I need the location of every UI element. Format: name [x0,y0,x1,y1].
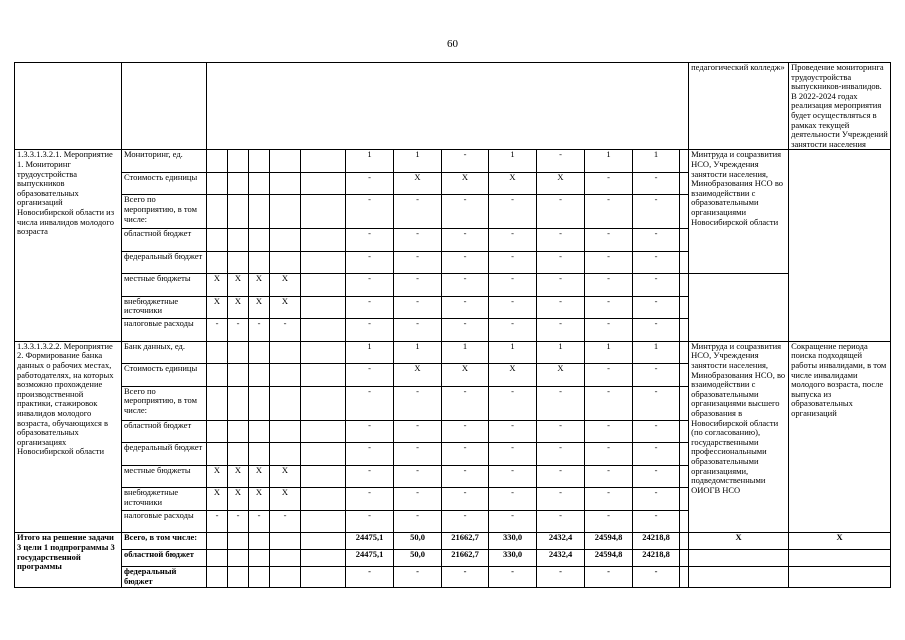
code-cell [270,386,301,420]
code-cell [301,567,346,587]
spacer-cell [680,296,689,319]
indicator-label: внебюджетные источники [122,296,207,319]
value-cell: - [585,319,633,342]
value-cell: - [633,386,680,420]
value-cell: - [442,150,489,173]
code-cell [270,251,301,274]
indicator-label: областной бюджет [122,229,207,252]
value-cell: - [537,229,585,252]
total-value: - [394,567,442,587]
spacer-cell [680,510,689,533]
indicator-label: Всего по мероприятию, в том числе: [122,386,207,420]
value-cell: - [394,319,442,342]
code-cell [207,195,228,229]
code-cell [301,488,346,511]
total-value: - [537,567,585,587]
code-cell [249,386,270,420]
spacer-cell [680,319,689,342]
page-number: 60 [447,38,458,50]
total-value: 24218,8 [633,533,680,550]
executor-cell [689,274,789,342]
value-cell: - [489,386,537,420]
value-cell: 1 [442,341,489,364]
code-cell [249,341,270,364]
code-cell [249,443,270,466]
value-cell: 1 [394,341,442,364]
indicator-label: областной бюджет [122,420,207,443]
code-cell [301,296,346,319]
executor-cell: Минтруда и соцразвития НСО, Учреждения занятости населения, Минобразования НСО, во взаимодействии с образовательными организациями высшего образования в Новосибирской области (по согласованию), государственными профессиональными образовательными организациями, подведомственными ОИОГВ НСО [689,341,789,533]
code-cell [270,172,301,195]
spacer-cell [680,341,689,364]
value-cell: - [633,443,680,466]
code-cell [301,195,346,229]
code-cell [270,364,301,387]
value-cell: - [537,319,585,342]
value-cell: - [633,229,680,252]
code-cell [270,533,301,550]
header-result: Проведение мониторинга трудоустройства выпускников-инвалидов. В 2022-2024 годах реализация мероприятия будет осуществляться в рамках текущей деятельности Учреждений занятости населения [789,63,891,150]
code-cell [207,150,228,173]
code-cell [207,229,228,252]
value-cell: 1 [489,341,537,364]
code-cell: X [270,274,301,297]
code-cell [301,319,346,342]
value-cell: - [489,274,537,297]
code-cell [207,341,228,364]
code-cell [249,420,270,443]
total-value: 50,0 [394,533,442,550]
value-cell: - [585,364,633,387]
value-cell: - [489,443,537,466]
indicator-label: налоговые расходы [122,510,207,533]
value-cell: - [346,510,394,533]
value-cell: X [537,172,585,195]
value-cell: - [394,251,442,274]
value-cell: 1 [394,150,442,173]
value-cell: - [442,465,489,488]
code-cell: X [270,465,301,488]
code-cell: X [228,296,249,319]
indicator-label: Стоимость единицы [122,172,207,195]
total-row [15,550,891,567]
header-row [15,63,891,150]
total-label: Всего, в том числе: [122,533,207,550]
code-cell [249,150,270,173]
value-cell: - [394,296,442,319]
value-cell: - [346,274,394,297]
value-cell: - [633,465,680,488]
total-value: 21662,7 [442,550,489,567]
cell [122,63,207,150]
value-cell: - [346,443,394,466]
code-cell [228,341,249,364]
value-cell: - [346,319,394,342]
value-cell: - [537,420,585,443]
value-cell: - [585,386,633,420]
value-cell: - [394,274,442,297]
code-cell [228,567,249,587]
total-value: 21662,7 [442,533,489,550]
code-cell: - [207,510,228,533]
value-cell: - [585,195,633,229]
code-cell [301,533,346,550]
code-cell [301,364,346,387]
value-cell: - [394,443,442,466]
value-cell: - [633,172,680,195]
value-cell: - [346,364,394,387]
code-cell [207,420,228,443]
value-cell: - [346,229,394,252]
value-cell: 1 [633,150,680,173]
total-value: 330,0 [489,533,537,550]
total-label: областной бюджет [122,550,207,567]
total-value: 24594,8 [585,533,633,550]
spacer-cell [680,195,689,229]
value-cell: - [537,150,585,173]
code-cell: - [228,510,249,533]
code-cell [270,550,301,567]
indicator-label: Банк данных, ед. [122,341,207,364]
code-cell [270,420,301,443]
total-value: - [585,567,633,587]
spacer-cell [680,443,689,466]
total-value: 2432,4 [537,550,585,567]
code-cell [228,172,249,195]
value-cell: - [633,488,680,511]
code-cell: X [270,488,301,511]
spacer-cell [680,172,689,195]
code-cell [301,150,346,173]
value-cell: - [537,465,585,488]
value-cell: - [489,296,537,319]
code-cell: X [249,488,270,511]
total-label: федеральный бюджет [122,567,207,587]
value-cell: - [489,229,537,252]
total-value: 2432,4 [537,533,585,550]
code-cell [270,195,301,229]
executor-cell: Минтруда и соцразвития НСО, Учреждения занятости населения, Минобразования НСО во взаимодействии с образовательными организациями Новосибирской области [689,150,789,274]
indicator-label: Мониторинг, ед. [122,150,207,173]
value-cell: 1 [585,341,633,364]
indicator-label: местные бюджеты [122,274,207,297]
code-cell: - [207,319,228,342]
code-cell: X [249,274,270,297]
code-cell [249,567,270,587]
value-cell: - [346,386,394,420]
total-value: 24475,1 [346,533,394,550]
value-cell: - [633,195,680,229]
cell [15,63,122,150]
total-value: 24475,1 [346,550,394,567]
code-cell [301,172,346,195]
code-cell [228,150,249,173]
value-cell: - [442,319,489,342]
indicator-label: федеральный бюджет [122,443,207,466]
spacer-cell [680,488,689,511]
code-cell [249,550,270,567]
code-cell [228,420,249,443]
value-cell: X [489,172,537,195]
total-value: 330,0 [489,550,537,567]
spacer-cell [680,465,689,488]
value-cell: - [346,172,394,195]
code-cell: X [207,274,228,297]
code-cell [301,386,346,420]
value-cell: - [346,488,394,511]
value-cell: - [585,488,633,511]
code-cell [249,364,270,387]
value-cell: - [442,229,489,252]
code-cell [301,251,346,274]
value-cell: - [442,274,489,297]
value-cell: - [537,443,585,466]
result-cell [789,150,891,342]
indicator-label: налоговые расходы [122,319,207,342]
code-cell: - [270,319,301,342]
value-cell: - [394,420,442,443]
code-cell [270,229,301,252]
result-cell: Сокращение периода поиска подходящей работы инвалидами, в том числе инвалидами молодого возраста, после выпуска из образовательных организаций [789,341,891,533]
code-cell: - [249,319,270,342]
value-cell: - [489,465,537,488]
code-cell [228,251,249,274]
code-cell [270,150,301,173]
code-cell [207,443,228,466]
code-cell [249,229,270,252]
code-cell: X [207,465,228,488]
code-cell: X [249,465,270,488]
value-cell: - [633,274,680,297]
spacer-cell [680,550,689,567]
empty-cell [789,567,891,587]
total-executor: X [689,533,789,550]
value-cell: - [633,296,680,319]
value-cell: 1 [346,341,394,364]
value-cell: X [442,172,489,195]
code-cell: - [270,510,301,533]
value-cell: 1 [537,341,585,364]
spacer-cell [680,567,689,587]
empty-cell [789,550,891,567]
spacer-cell [680,533,689,550]
value-cell: - [585,465,633,488]
value-cell: - [442,443,489,466]
value-cell: - [537,274,585,297]
value-cell: 1 [346,150,394,173]
value-cell: 1 [633,341,680,364]
value-cell: - [633,364,680,387]
code-cell [207,550,228,567]
code-cell [249,172,270,195]
value-cell: 1 [585,150,633,173]
code-cell [228,386,249,420]
code-cell [207,386,228,420]
header-executor: педагогический колледж» [689,63,789,150]
code-cell [301,274,346,297]
value-cell: - [346,465,394,488]
activity-title: 1.3.3.1.3.2.2. Мероприятие 2. Формирование банка данных о рабочих местах, работодателях, на которых возможно прохождение производственной практики, стажировок инвалидов молодого возраста, обучающихся в образовательных организациях Новосибирской области [15,341,122,533]
total-row [15,533,891,550]
value-cell: - [489,420,537,443]
value-cell: - [346,296,394,319]
total-result: X [789,533,891,550]
code-cell [228,443,249,466]
value-cell: - [585,420,633,443]
total-value: 24594,8 [585,550,633,567]
indicator-label: федеральный бюджет [122,251,207,274]
value-cell: - [537,296,585,319]
code-cell [207,533,228,550]
value-cell: - [442,420,489,443]
spacer-cell [680,386,689,420]
code-cell: - [249,510,270,533]
code-cell [207,251,228,274]
value-cell: - [633,251,680,274]
spacer-cell [680,364,689,387]
value-cell: - [442,386,489,420]
total-value: - [489,567,537,587]
program-table [14,62,891,588]
value-cell: - [585,251,633,274]
code-cell [301,443,346,466]
cell [207,63,689,150]
value-cell: - [489,510,537,533]
value-cell: - [537,510,585,533]
value-cell: - [442,195,489,229]
code-cell [301,420,346,443]
spacer-cell [680,150,689,173]
code-cell [249,251,270,274]
value-cell: - [394,465,442,488]
total-title: Итого на решение задачи 3 цели 1 подпрограммы 3 государственной программы [15,533,122,587]
code-cell: X [228,465,249,488]
code-cell [301,465,346,488]
code-cell [228,195,249,229]
code-cell [301,510,346,533]
value-cell: - [585,229,633,252]
value-cell: - [394,195,442,229]
code-cell [228,533,249,550]
value-cell: 1 [489,150,537,173]
total-value: - [346,567,394,587]
value-cell: - [489,251,537,274]
value-cell: - [442,510,489,533]
value-cell: - [489,319,537,342]
value-cell: - [537,195,585,229]
value-cell: X [489,364,537,387]
code-cell [228,550,249,567]
total-value: 24218,8 [633,550,680,567]
value-cell: - [394,510,442,533]
code-cell [301,341,346,364]
code-cell [270,567,301,587]
activity-title: 1.3.3.1.3.2.1. Мероприятие 1. Мониторинг трудоустройства выпускников образовательных организаций Новосибирской области из числа инвалидов молодого возраста [15,150,122,342]
value-cell: - [346,251,394,274]
value-cell: - [585,172,633,195]
code-cell [249,195,270,229]
code-cell [301,229,346,252]
total-row [15,567,891,587]
value-cell: - [394,488,442,511]
total-value: 50,0 [394,550,442,567]
value-cell: - [537,488,585,511]
value-cell: - [585,274,633,297]
table-row [15,341,891,364]
value-cell: - [489,488,537,511]
value-cell: - [633,420,680,443]
value-cell: - [585,510,633,533]
total-value: - [633,567,680,587]
value-cell: - [585,296,633,319]
value-cell: - [346,195,394,229]
indicator-label: Всего по мероприятию, в том числе: [122,195,207,229]
code-cell [270,341,301,364]
code-cell: X [207,488,228,511]
spacer-cell [680,420,689,443]
code-cell [207,172,228,195]
value-cell: - [346,420,394,443]
code-cell [207,364,228,387]
code-cell [249,533,270,550]
code-cell [270,443,301,466]
value-cell: - [537,386,585,420]
value-cell: - [489,195,537,229]
value-cell: - [537,251,585,274]
value-cell: X [394,364,442,387]
code-cell: X [207,296,228,319]
code-cell [228,229,249,252]
value-cell: - [633,510,680,533]
empty-cell [689,550,789,567]
code-cell [301,550,346,567]
table-row [15,274,891,297]
code-cell [207,567,228,587]
indicator-label: внебюджетные источники [122,488,207,511]
value-cell: - [394,386,442,420]
code-cell: X [228,488,249,511]
code-cell [228,364,249,387]
value-cell: - [585,443,633,466]
value-cell: - [442,251,489,274]
value-cell: - [394,229,442,252]
value-cell: - [633,319,680,342]
spacer-cell [680,229,689,252]
code-cell: X [228,274,249,297]
code-cell: X [270,296,301,319]
table-row [15,150,891,173]
spacer-cell [680,251,689,274]
code-cell: - [228,319,249,342]
value-cell: X [442,364,489,387]
empty-cell [689,567,789,587]
value-cell: - [442,488,489,511]
indicator-label: Стоимость единицы [122,364,207,387]
code-cell: X [249,296,270,319]
spacer-cell [680,274,689,297]
indicator-label: местные бюджеты [122,465,207,488]
value-cell: - [442,296,489,319]
total-value: - [442,567,489,587]
value-cell: X [537,364,585,387]
value-cell: X [394,172,442,195]
